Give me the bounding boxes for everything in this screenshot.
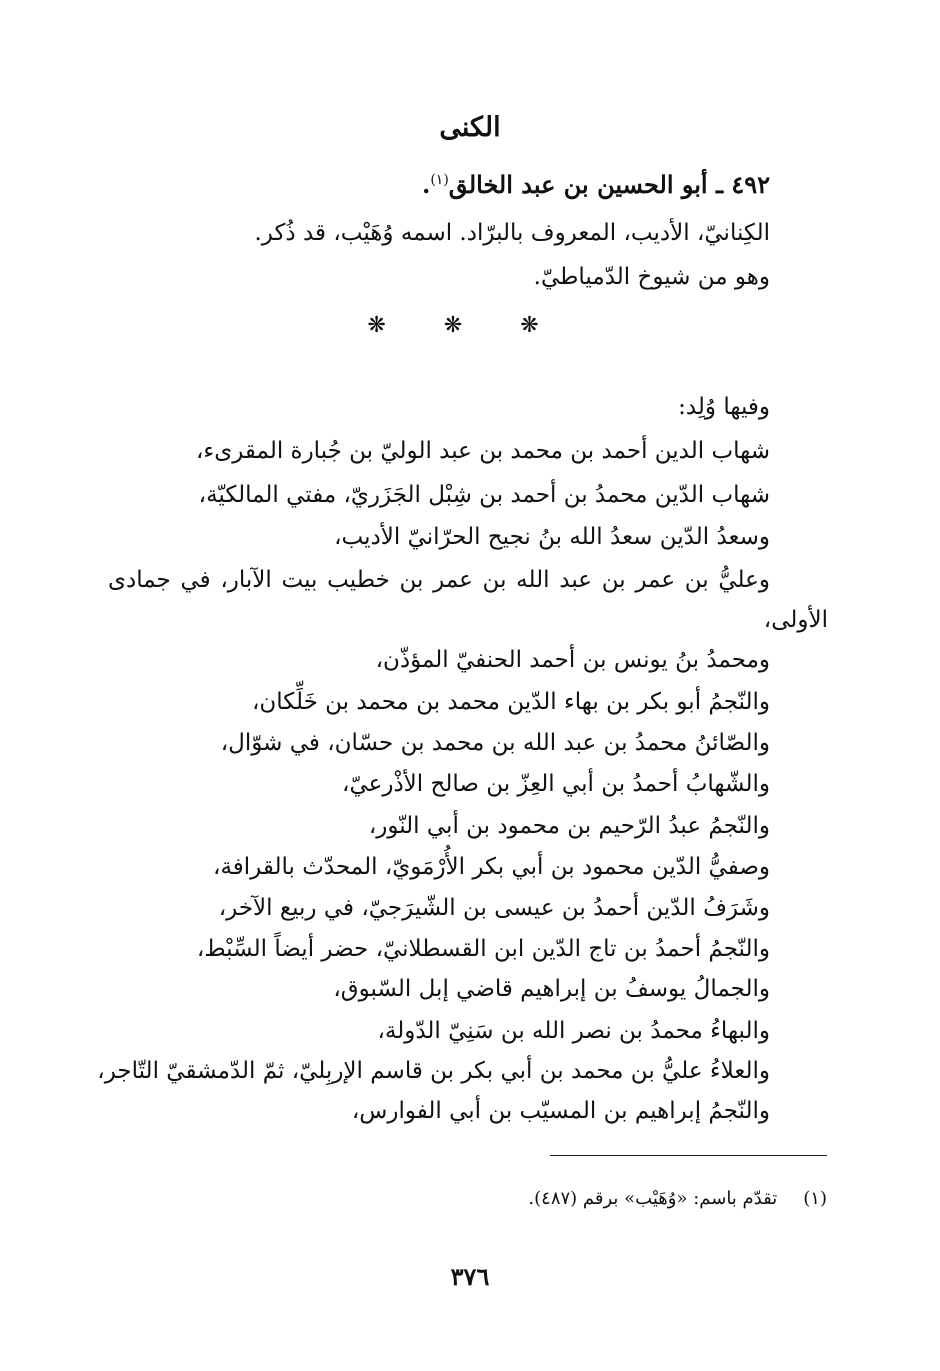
star-ornament-icon: ❋ — [443, 313, 497, 338]
star-ornament-icon: ❋ — [367, 313, 420, 338]
births-line: شهاب الدّين محمدُ بن أحمد بن شِبْل الجَزَريّ، مفتي المالكيّة، — [198, 482, 770, 508]
star-ornament-icon: ❋ — [520, 313, 573, 338]
entry-title-end: . — [421, 170, 431, 199]
births-line: شهاب الدين أحمد بن محمد بن عبد الوليّ بن جُبارة المقرىء، — [195, 438, 770, 464]
births-line-continuation: الأولى، — [763, 607, 828, 633]
footnote — [528, 1188, 827, 1209]
section-heading: الكنى — [439, 112, 501, 143]
births-line: وعليُّ بن عمر بن عبد الله بن عمر بن خطيب بيت الآبار، في جمادى — [108, 567, 770, 593]
births-line: والنّجمُ أبو بكر بن بهاء الدّين محمد بن محمد بن خَلِّكان، — [251, 689, 770, 715]
entry-line-2: وهو من شيوخ الدّمياطيّ. — [533, 264, 770, 290]
entry-line-1: الكِنانيّ، الأديب، المعروف بالبرّاد. اسمه وُهَيْب، قد ذُكر. — [254, 220, 770, 246]
footnote-reference[interactable]: (١) — [430, 172, 449, 188]
births-line: وشَرَفُ الدّين أحمدُ بن عيسى بن الشّيرَجيّ، في ربيع الآخر، — [218, 895, 770, 921]
footnote-text: تقدّم باسم: «وُهَيْب» برقم (٤٨٧). — [528, 1188, 778, 1209]
births-line: والصّائنُ محمدُ بن عبد الله بن محمد بن حسّان، في شوّال، — [220, 730, 770, 756]
births-line: وصفيُّ الدّين محمود بن أبي بكر الأُرْمَويّ، المحدّث بالقرافة، — [213, 854, 770, 880]
births-line: والشّهابُ أحمدُ بن أبي العِزّ بن صالح الأذْرعيّ، — [342, 771, 770, 797]
births-line: والنّجمُ أحمدُ بن تاج الدّين ابن القسطلانيّ، حضر أيضاً السِّبْط، — [196, 936, 770, 962]
births-line: والنّجمُ إبراهيم بن المسيّب بن أبي الفوارس، — [351, 1098, 770, 1124]
entry-title-text: ٤٩٢ ـ أبو الحسين بن عبد الخالق — [448, 170, 770, 199]
section-separator — [0, 313, 940, 338]
births-line: وسعدُ الدّين سعدُ الله بنُ نجيح الحرّانيّ الأديب، — [334, 524, 770, 550]
births-line: والجمالُ يوسفُ بن إبراهيم قاضي إبل السّبوق، — [333, 976, 770, 1002]
births-line: ومحمدُ بنُ يونس بن أحمد الحنفيّ المؤذّن، — [375, 647, 770, 673]
entry-title — [422, 170, 770, 199]
footnote-divider — [550, 1155, 827, 1156]
births-line: والنّجمُ عبدُ الرّحيم بن محمود بن أبي النّور، — [368, 813, 770, 839]
page-number: ٣٧٦ — [450, 1262, 490, 1291]
footnote-number: (١) — [803, 1188, 827, 1209]
births-line: والعلاءُ عليُّ بن محمد بن أبي بكر بن قاسم الإربِليّ، ثمّ الدّمشقيّ التّاجر، — [97, 1058, 770, 1084]
births-line: والبهاءُ محمدُ بن نصر الله بن سَنِيّ الدّولة، — [377, 1018, 770, 1044]
births-intro: وفيها وُلِد: — [678, 394, 770, 420]
